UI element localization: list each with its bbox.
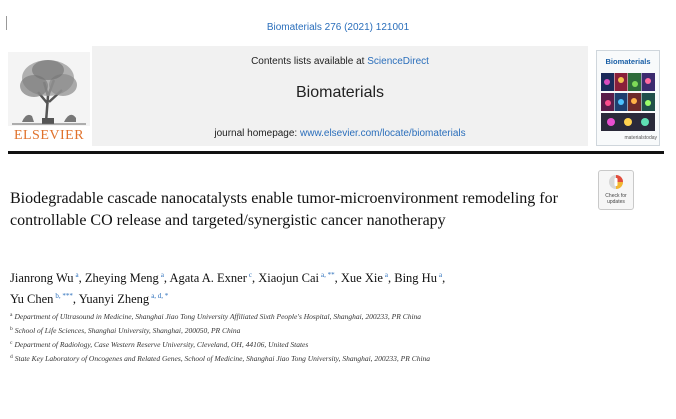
article-title: Biodegradable cascade nanocatalysts enable tumor-microenvironment remodeling for controllable CO release and targeted/synergistic cancer nanotherapy	[10, 190, 558, 229]
journal-homepage-line	[92, 128, 588, 139]
cover-image-strip-icon	[601, 113, 655, 131]
contents-line	[92, 56, 588, 67]
affiliation-list	[10, 309, 630, 365]
contents-prefix: Contents lists available at	[251, 56, 368, 67]
affiliation-mark: b	[10, 326, 13, 332]
cover-image-strip-icon	[601, 93, 655, 111]
check-for-updates-label: Check for updates	[605, 193, 627, 205]
check-for-updates-icon	[608, 174, 624, 190]
affiliation-mark: d	[10, 354, 13, 360]
citation-link[interactable]: Biomaterials 276 (2021) 121001	[266, 22, 410, 33]
author-affiliation-mark[interactable]: a	[438, 271, 443, 279]
journal-cover-thumbnail	[596, 50, 660, 146]
header-divider	[8, 151, 664, 154]
check-for-updates-button[interactable]	[598, 170, 634, 210]
affiliation-text: State Key Laboratory of Oncogenes and Related Genes, School of Medicine, Shanghai Jiao Tong University, Shanghai, 200233, PR China	[14, 354, 431, 363]
author-list: Jianrong Wu $^a$, Zheying Meng $^a$, Agata A. Exner $^c$, Xiaojun Cai $^{a, **}$, Xue Xie $^a$, Bing Hu $^a$, Yu Chen $^{b, ***}$, Yuanyi Zheng $^{a, d, *}$	[10, 271, 446, 306]
affiliation-item	[10, 323, 630, 337]
affiliation-text: Department of Ultrasound in Medicine, Shanghai Jiao Tong University Affiliated Sixth People's Hospital, Shanghai, 200233, PR China	[14, 312, 422, 321]
author-name[interactable]: Jianrong Wu	[10, 271, 74, 285]
author-name[interactable]: Bing Hu	[394, 271, 437, 285]
author-affiliation-mark[interactable]: c	[248, 271, 252, 279]
publisher-name: ELSEVIER	[13, 128, 85, 143]
author-affiliation-mark[interactable]: a, d, *	[151, 292, 169, 300]
affiliation-item	[10, 337, 630, 351]
homepage-prefix: journal homepage:	[214, 128, 300, 139]
cover-imprint: materialstoday	[624, 135, 657, 141]
affiliation-mark: c	[10, 340, 13, 346]
author-affiliation-mark[interactable]: a, **	[321, 271, 335, 279]
author-affiliation-mark[interactable]: a	[160, 271, 164, 279]
affiliation-text: School of Life Sciences, Shanghai University, Shanghai, 200050, PR China	[14, 326, 241, 335]
affiliation-item	[10, 351, 630, 365]
author-affiliation-mark[interactable]: a	[384, 271, 388, 279]
cover-title: Biomaterials	[605, 57, 651, 66]
author-name[interactable]: Zheying Meng	[84, 271, 159, 285]
author-name[interactable]: Xue Xie	[340, 271, 383, 285]
journal-title: Biomaterials	[295, 84, 385, 101]
author-name[interactable]: Xiaojun Cai	[258, 271, 320, 285]
sciencedirect-link[interactable]: ScienceDirect	[367, 56, 429, 67]
author-name[interactable]: Yuanyi Zheng	[78, 292, 150, 306]
affiliation-text: Department of Radiology, Case Western Reserve University, Cleveland, OH, 44106, United States	[14, 340, 309, 349]
affiliation-mark: a	[10, 312, 13, 318]
author-name[interactable]: Agata A. Exner	[169, 271, 247, 285]
journal-homepage-link[interactable]: www.elsevier.com/locate/biomaterials	[300, 128, 466, 139]
author-name[interactable]: Yu Chen	[10, 292, 54, 306]
author-affiliation-mark[interactable]: a	[75, 271, 79, 279]
cover-image-strip-icon	[601, 73, 655, 91]
author-affiliation-mark[interactable]: b, ***	[55, 292, 73, 300]
affiliation-item	[10, 309, 630, 323]
